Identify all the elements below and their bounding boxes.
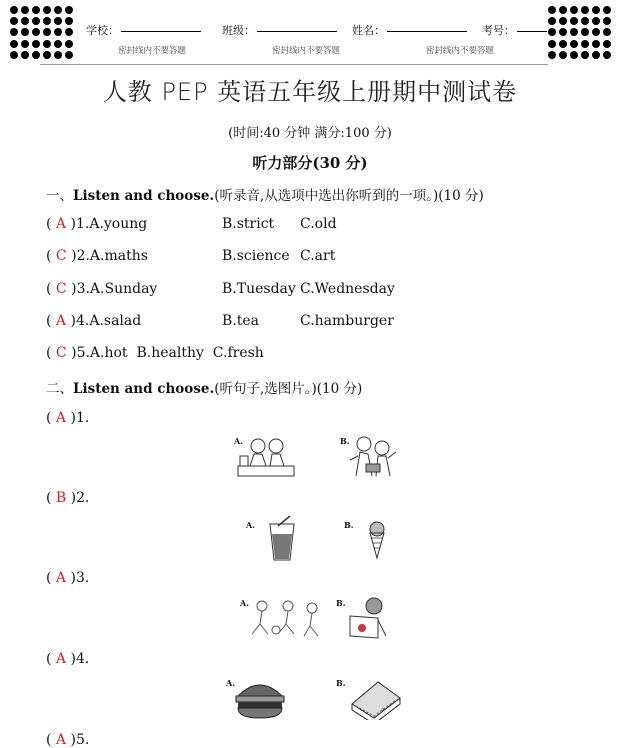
dot: [43, 51, 51, 59]
juice-glass-picture: [264, 516, 300, 562]
question-number: 5.: [75, 732, 90, 748]
question-number: 3.: [76, 281, 90, 297]
picture-label-a: A.: [234, 436, 243, 446]
dot: [592, 6, 600, 14]
art-class-picture: [236, 432, 296, 478]
school-label: 学校：: [86, 24, 119, 37]
option-a: A.hot: [89, 345, 128, 361]
part2-title: Listen and choose.: [73, 381, 215, 397]
class-line: [257, 31, 337, 32]
part2-question-2: ( B )2.: [46, 490, 90, 506]
dot: [548, 6, 556, 14]
dot: [581, 6, 589, 14]
part1-title: Listen and choose.: [73, 188, 215, 204]
answer-mark: B: [55, 490, 67, 506]
exam-number-field: [482, 22, 547, 38]
dot: [21, 28, 29, 36]
part2-prefix: 二、: [46, 381, 73, 397]
question-number: 4.: [75, 313, 90, 329]
answer-mark: A: [55, 410, 67, 426]
option-c: C.fresh: [212, 345, 264, 361]
dot: [54, 6, 62, 14]
exam-number-line: [517, 31, 547, 32]
page-title: 人教 PEP 英语五年级上册期中测试卷: [102, 78, 518, 106]
header-dot-pattern-right: [548, 6, 612, 60]
sandwich-picture: [348, 678, 404, 720]
question-number: 3.: [75, 570, 90, 586]
dot: [10, 6, 18, 14]
dot: [603, 51, 611, 59]
part2-question-4: ( A )4.: [46, 651, 90, 667]
option-b: B.Tuesday: [222, 281, 296, 297]
dot: [54, 17, 62, 25]
answer-mark: A: [55, 313, 67, 329]
option-a: A.Sunday: [89, 281, 158, 297]
option-a: A.young: [89, 216, 148, 232]
dot: [581, 28, 589, 36]
dot: [592, 17, 600, 25]
class-field: [222, 22, 337, 38]
dot: [592, 51, 600, 59]
option-b: B.science: [222, 248, 290, 264]
dot: [54, 40, 62, 48]
picture-label-b: B.: [336, 678, 346, 688]
school-field: [86, 22, 201, 38]
dot: [32, 51, 40, 59]
option-b: B.tea: [222, 313, 259, 329]
dot: [65, 51, 73, 59]
section-title: 听力部分(30 分): [252, 154, 368, 172]
dot: [603, 28, 611, 36]
picture-label-b: B.: [340, 436, 350, 446]
dot: [21, 17, 29, 25]
part1-instruction: (听录音,从选项中选出你听到的一项。)(10 分): [214, 188, 484, 204]
dot: [570, 6, 578, 14]
ice-cream-picture: [366, 520, 388, 560]
school-line: [121, 31, 201, 32]
question-number: 5.: [76, 345, 90, 361]
part1-heading: [46, 184, 484, 204]
dot: [43, 40, 51, 48]
dot: [559, 40, 567, 48]
answer-mark: A: [55, 216, 67, 232]
dot: [21, 51, 29, 59]
picture-label-b: B.: [336, 598, 346, 608]
question-stem: ( A )4.A.salad: [46, 313, 142, 329]
dot: [54, 51, 62, 59]
seal-rule: [40, 64, 548, 65]
dot: [32, 40, 40, 48]
dot: [592, 28, 600, 36]
dot: [592, 40, 600, 48]
dot: [581, 51, 589, 59]
dot: [43, 6, 51, 14]
question-stem: ( A )1.A.young: [46, 216, 148, 232]
seal-note-3: 密封线内不要答题: [426, 46, 495, 56]
dot: [570, 17, 578, 25]
dot: [65, 40, 73, 48]
picture-label-b: B.: [344, 520, 354, 530]
name-label: 姓名：: [352, 24, 385, 37]
question-number: 1.: [75, 410, 90, 426]
dot: [548, 51, 556, 59]
dot: [65, 17, 73, 25]
picture-label-a: A.: [226, 678, 235, 688]
option-b: B.strict: [222, 216, 275, 232]
hamburger-picture: [234, 678, 286, 720]
dot: [581, 17, 589, 25]
dot: [570, 28, 578, 36]
question-stem: ( C )2.A.maths: [46, 248, 148, 264]
answer-mark: C: [55, 345, 67, 361]
name-field: [352, 22, 467, 38]
answer-mark: A: [55, 570, 67, 586]
dot: [548, 17, 556, 25]
seal-note-1: 密封线内不要答题: [118, 46, 187, 56]
exam-info: (时间:40 分钟 满分:100 分): [228, 126, 392, 141]
dot: [10, 28, 18, 36]
dot: [570, 51, 578, 59]
dot: [559, 6, 567, 14]
question-stem: ( C )3.A.Sunday: [46, 281, 158, 297]
picture-label-a: A.: [240, 598, 249, 608]
dot: [603, 17, 611, 25]
answer-mark: A: [55, 651, 67, 667]
dot: [603, 40, 611, 48]
option-a: A.salad: [89, 313, 142, 329]
dot: [10, 40, 18, 48]
part2-instruction: (听句子,选图片。)(10 分): [214, 381, 363, 397]
answer-mark: C: [55, 281, 67, 297]
question-number: 2.: [76, 248, 90, 264]
class-label: 班级：: [222, 24, 255, 37]
dot: [65, 28, 73, 36]
option-c: C.art: [300, 248, 336, 264]
option-c: C.hamburger: [300, 313, 394, 329]
name-line: [387, 31, 467, 32]
dot: [65, 6, 73, 14]
dot: [43, 17, 51, 25]
option-b: B.healthy: [136, 345, 204, 361]
dot: [548, 40, 556, 48]
dot: [43, 28, 51, 36]
dot: [32, 17, 40, 25]
question-stem: ( C )5.A.hot B.healthy C.fresh: [46, 345, 264, 361]
kids-playing-picture: [346, 430, 398, 480]
option-c: C.Wednesday: [300, 281, 395, 297]
question-number: 1.: [75, 216, 90, 232]
dot: [10, 51, 18, 59]
exam-number-label: 考号：: [482, 24, 515, 37]
option-a: A.maths: [89, 248, 148, 264]
part2-question-5: ( A )5.: [46, 732, 90, 748]
seal-note-2: 密封线内不要答题: [272, 46, 341, 56]
dot: [32, 28, 40, 36]
kids-running-picture: [248, 598, 328, 638]
part2-question-1: ( A )1.: [46, 410, 90, 426]
question-number: 2.: [76, 490, 90, 506]
dot: [21, 40, 29, 48]
dot: [54, 28, 62, 36]
picture-label-a: A.: [246, 520, 255, 530]
dot: [559, 51, 567, 59]
girl-reading-picture: [348, 596, 388, 640]
dot: [559, 28, 567, 36]
header-dot-pattern-left: [10, 6, 74, 60]
option-c: C.old: [300, 216, 337, 232]
part2-heading: [46, 377, 362, 397]
dot: [603, 6, 611, 14]
dot: [570, 40, 578, 48]
answer-mark: C: [55, 248, 67, 264]
question-number: 4.: [75, 651, 90, 667]
answer-mark: A: [55, 732, 67, 748]
dot: [10, 17, 18, 25]
part2-question-3: ( A )3.: [46, 570, 90, 586]
dot: [581, 40, 589, 48]
dot: [21, 6, 29, 14]
dot: [548, 28, 556, 36]
dot: [559, 17, 567, 25]
dot: [32, 6, 40, 14]
part1-prefix: 一、: [46, 188, 73, 204]
